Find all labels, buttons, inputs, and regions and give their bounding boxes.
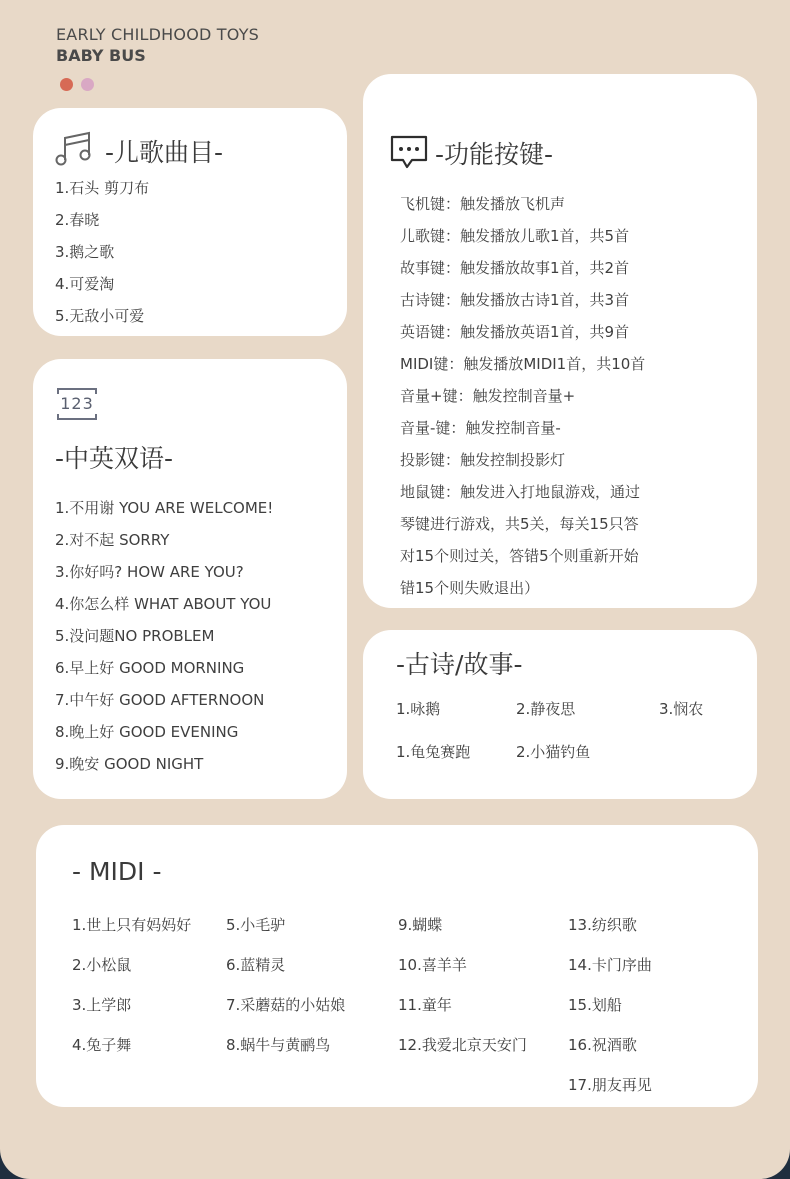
midi-item: 3.上学郎 [72,996,132,1014]
phrase-item: 9.晚安 GOOD NIGHT [55,755,204,773]
phrase-item: 1.不用谢 YOU ARE WELCOME! [55,499,274,517]
function-line: 地鼠键：触发进入打地鼠游戏，通过 [400,483,641,501]
poem-item: 2.静夜思 [516,700,576,718]
midi-card [36,825,758,1107]
song-item: 2.春晓 [55,211,100,229]
midi-item: 6.蓝精灵 [226,956,286,974]
midi-item: 5.小毛驴 [226,916,286,934]
song-item: 5.无敌小可爱 [55,307,145,325]
midi-item: 16.祝酒歌 [568,1036,637,1054]
song-item: 1.石头 剪刀布 [55,179,150,197]
poems-stories-card [363,630,757,799]
chat-bubble-icon [389,134,429,170]
functions-title: -功能按键- [435,140,554,169]
poems-stories-title: -古诗/故事- [396,650,523,679]
phrase-item: 2.对不起 SORRY [55,531,170,549]
function-line: 对15个则过关，答错5个则重新开始 [400,547,639,565]
song-item: 4.可爱淘 [55,275,115,293]
phrase-item: 8.晚上好 GOOD EVENING [55,723,239,741]
midi-item: 11.童年 [398,996,452,1014]
phrase-item: 6.早上好 GOOD MORNING [55,659,245,677]
numbers-icon-text: 123 [60,394,94,413]
midi-item: 14.卡门序曲 [568,956,652,974]
phrase-item: 5.没问题NO PROBLEM [55,627,215,645]
songs-card [33,108,347,336]
bilingual-card [33,359,347,799]
phrase-item: 7.中午好 GOOD AFTERNOON [55,691,265,709]
function-line: 错15个则失败退出） [400,579,540,597]
midi-item: 9.蝴蝶 [398,916,443,934]
function-line: 投影键：触发控制投影灯 [400,451,566,469]
functions-card [363,74,757,608]
function-line: 古诗键：触发播放古诗1首，共3首 [400,291,630,309]
story-item: 2.小猫钓鱼 [516,743,591,761]
phrase-item: 3.你好吗? HOW ARE YOU? [55,563,244,581]
story-item: 1.龟兔赛跑 [396,743,471,761]
midi-item: 12.我爱北京天安门 [398,1036,527,1054]
poem-item: 1.咏鹅 [396,700,441,718]
function-line: MIDI键：触发播放MIDI1首，共10首 [400,355,646,373]
midi-item: 17.朋友再见 [568,1076,652,1094]
function-line: 琴键进行游戏，共5关，每关15只答 [400,515,639,533]
midi-item: 8.蜗牛与黄鹂鸟 [226,1036,331,1054]
midi-item: 13.纺织歌 [568,916,637,934]
song-item: 3.鹅之歌 [55,243,115,261]
midi-item: 10.喜羊羊 [398,956,467,974]
songs-title: -儿歌曲目- [105,138,224,167]
decor-dot-pink [81,78,94,91]
brand-name: BABY BUS [56,46,146,65]
brand-subtitle: EARLY CHILDHOOD TOYS [56,25,260,44]
decor-dot-red [60,78,73,91]
midi-item: 7.采蘑菇的小姑娘 [226,996,346,1014]
phrase-item: 4.你怎么样 WHAT ABOUT YOU [55,595,272,613]
music-note-icon [55,130,93,168]
midi-item: 2.小松鼠 [72,956,132,974]
midi-title: - MIDI - [72,857,162,886]
function-line: 英语键：触发播放英语1首，共9首 [400,323,630,341]
function-line: 故事键：触发播放故事1首，共2首 [400,259,630,277]
function-line: 音量-键：触发控制音量- [400,419,561,437]
function-line: 飞机键：触发播放飞机声 [400,195,566,213]
poem-item: 3.悯农 [659,700,704,718]
midi-item: 4.兔子舞 [72,1036,132,1054]
function-line: 儿歌键：触发播放儿歌1首，共5首 [400,227,630,245]
bilingual-title: -中英双语- [55,444,174,473]
midi-item: 15.划船 [568,996,622,1014]
function-line: 音量+键：触发控制音量+ [400,387,576,405]
midi-item: 1.世上只有妈妈好 [72,916,192,934]
numbers-icon [57,388,97,420]
